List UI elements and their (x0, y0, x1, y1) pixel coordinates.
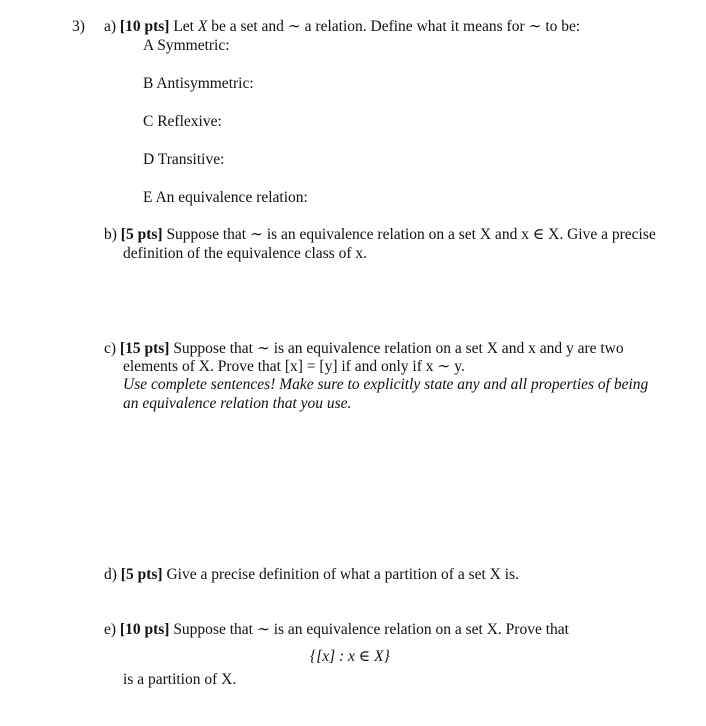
part-a-points: [10 pts] (119, 18, 170, 35)
part-c-instruction-1: Use complete sentences! Make sure to explicitly state any and all properties of being (123, 376, 649, 393)
subitem-transitive: D Transitive: (143, 151, 225, 168)
part-d-line (104, 565, 519, 584)
part-b-line-2: definition of the equivalence class of x. (123, 245, 368, 262)
problem-number: 3) (72, 18, 85, 35)
subitem-antisymmetric: B Antisymmetric: (143, 75, 254, 92)
part-c-instruction-2: an equivalence relation that you use. (123, 395, 352, 412)
part-c-label: c) (104, 340, 117, 357)
part-a-text-1: Let (173, 18, 194, 35)
part-c-line-2: elements of X. Prove that [x] = [y] if and only if x ∼ y. (123, 358, 465, 375)
part-e-line-2: is a partition of X. (123, 671, 237, 688)
subitem-symmetric: A Symmetric: (143, 37, 230, 54)
part-c-text-1: Suppose that ∼ is an equivalence relation on a set X and x and y are two (173, 340, 624, 357)
part-a-line (104, 17, 580, 36)
part-a-text-2: be a set and (211, 18, 284, 35)
part-b-line-1 (104, 225, 656, 244)
part-a-label: a) (104, 18, 117, 35)
part-c-line-1 (104, 339, 624, 358)
part-e-display-math: {[x] : x ∈ X} (310, 648, 390, 665)
part-b-label: b) (104, 226, 117, 243)
part-e-label: e) (104, 621, 117, 638)
part-d-label: d) (104, 566, 117, 583)
part-e-text-1: Suppose that ∼ is an equivalence relation on a set X. Prove that (173, 621, 569, 638)
part-b-text-1: Suppose that ∼ is an equivalence relation on a set X and x ∈ X. Give a precise (166, 226, 656, 243)
part-d-points: [5 pts] (120, 566, 163, 583)
subitem-reflexive: C Reflexive: (143, 113, 222, 130)
part-a-var-x: X (197, 18, 208, 35)
part-a-sim-1: ∼ (287, 18, 301, 35)
part-d-text: Give a precise definition of what a partition of a set X is. (166, 566, 519, 583)
subitem-equivalence: E An equivalence relation: (143, 189, 308, 206)
part-a-text-3: a relation. Define what it means for (304, 18, 525, 35)
part-b-points: [5 pts] (120, 226, 163, 243)
part-e-line-1 (104, 620, 569, 639)
part-e-points: [10 pts] (119, 621, 170, 638)
part-a-sim-2: ∼ (528, 18, 542, 35)
part-a-text-4: to be: (545, 18, 581, 35)
part-c-points: [15 pts] (119, 340, 170, 357)
